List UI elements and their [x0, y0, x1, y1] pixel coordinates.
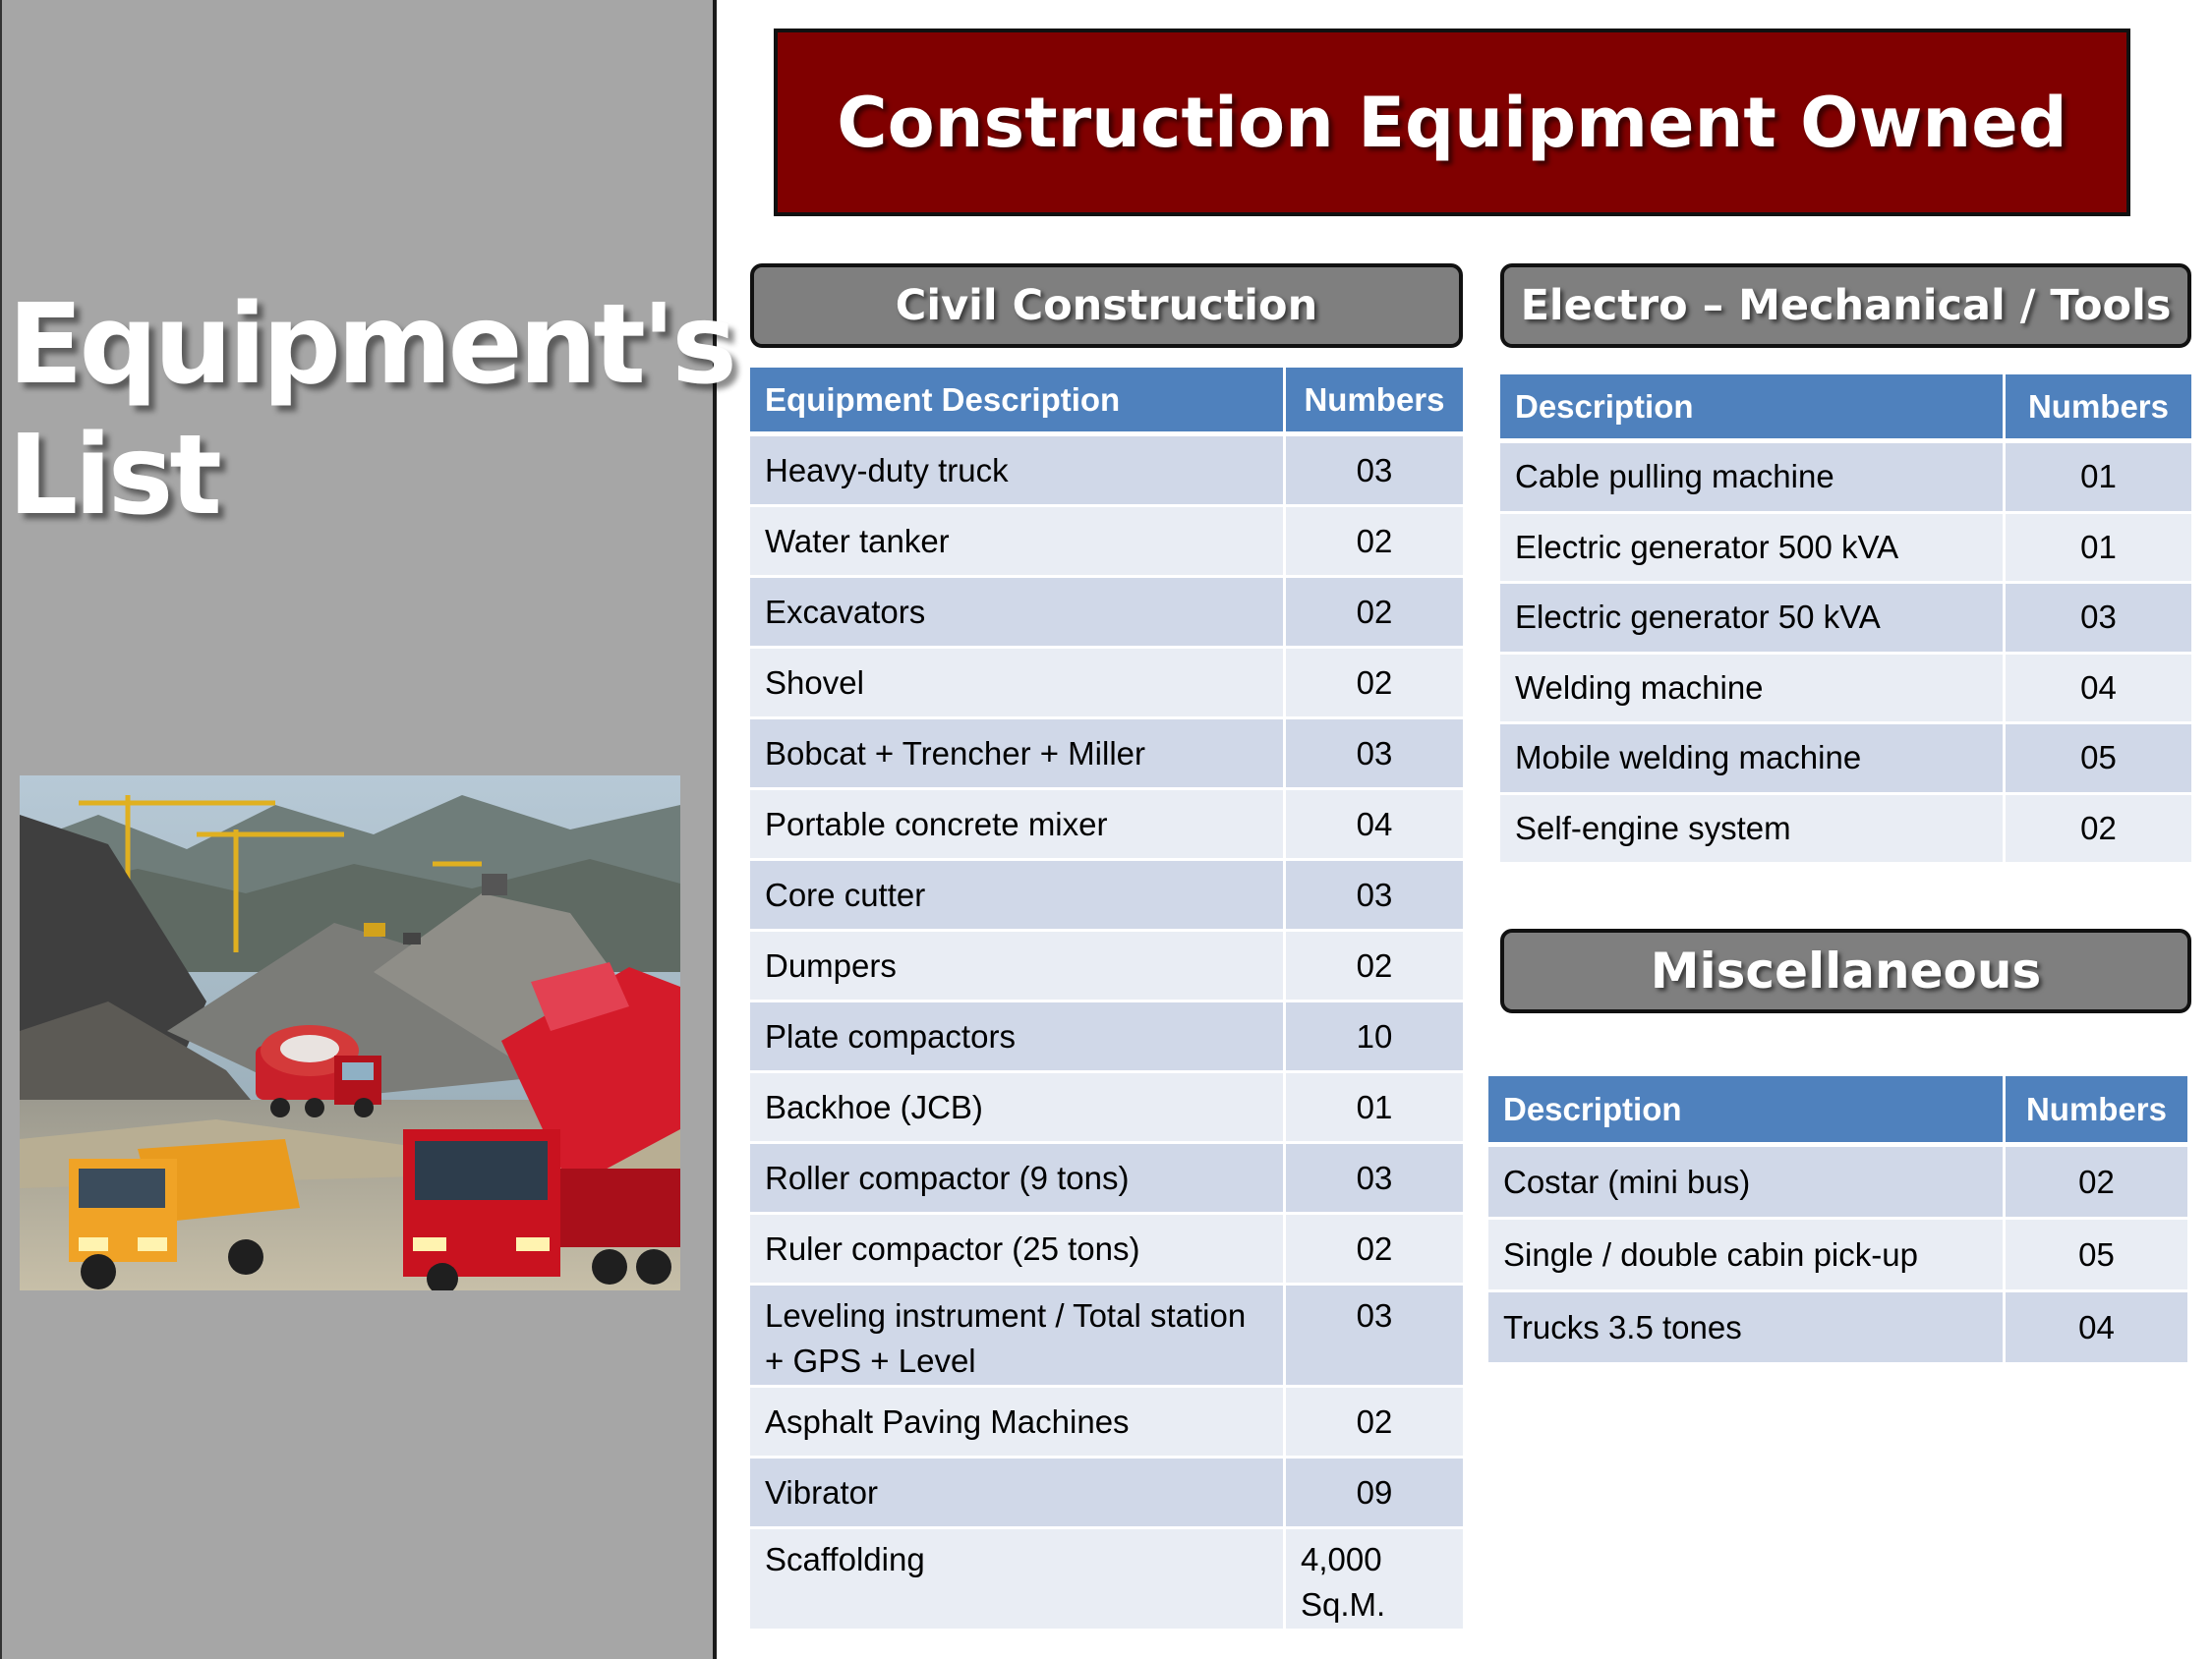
table-row — [750, 861, 1463, 932]
cell-description: Ruler compactor (25 tons) — [750, 1215, 1286, 1286]
table-header-row — [750, 368, 1463, 436]
cell-number: 02 — [1286, 1215, 1463, 1286]
cell-number: 04 — [2006, 1292, 2187, 1365]
table-row — [750, 1144, 1463, 1215]
table-row — [1500, 443, 2191, 514]
column-header-numbers: Numbers — [2006, 374, 2191, 443]
sidebar-panel — [0, 0, 733, 1659]
miscellaneous-table — [1488, 1076, 2187, 1365]
column-header-description: Equipment Description — [750, 368, 1286, 436]
cell-description: Electric generator 500 kVA — [1500, 514, 2006, 585]
cell-number: 09 — [1286, 1459, 1463, 1529]
cell-number: 04 — [1286, 790, 1463, 861]
table-row — [750, 1073, 1463, 1144]
cell-number: 04 — [2006, 655, 2191, 725]
column-header-numbers: Numbers — [1286, 368, 1463, 436]
column-header-numbers: Numbers — [2006, 1076, 2187, 1147]
cell-description: Welding machine — [1500, 655, 2006, 725]
cell-number: 03 — [1286, 1144, 1463, 1215]
section-header-civil — [750, 263, 1463, 348]
cell-number: 05 — [2006, 1220, 2187, 1292]
cell-number: 05 — [2006, 724, 2191, 795]
section-title-civil: Civil Construction — [895, 281, 1318, 330]
table-row — [750, 1388, 1463, 1459]
cell-number: 03 — [1286, 719, 1463, 790]
cell-number: 02 — [1286, 507, 1463, 578]
table-row — [750, 507, 1463, 578]
page-title-banner — [774, 29, 2130, 216]
sidebar-title — [8, 280, 733, 542]
table-row — [750, 1459, 1463, 1529]
cell-number: 03 — [1286, 436, 1463, 507]
cell-description: Asphalt Paving Machines — [750, 1388, 1286, 1459]
table-row — [1488, 1292, 2187, 1365]
cell-description: Self-engine system — [1500, 795, 2006, 866]
cell-description: Scaffolding — [750, 1529, 1286, 1631]
cell-number: 03 — [1286, 1286, 1463, 1388]
cell-description: Electric generator 50 kVA — [1500, 584, 2006, 655]
cell-number: 02 — [1286, 1388, 1463, 1459]
cell-description: Excavators — [750, 578, 1286, 649]
page-title: Construction Equipment Owned — [837, 82, 2067, 163]
cell-description: Cable pulling machine — [1500, 443, 2006, 514]
cell-description: Water tanker — [750, 507, 1286, 578]
cell-number: 01 — [2006, 514, 2191, 585]
table-row — [750, 436, 1463, 507]
table-row — [750, 932, 1463, 1002]
civil-equipment-table — [750, 368, 1463, 1631]
cell-number: 01 — [2006, 443, 2191, 514]
cell-number: 03 — [2006, 584, 2191, 655]
cell-number: 02 — [2006, 795, 2191, 866]
table-row — [750, 649, 1463, 719]
column-header-description: Description — [1488, 1076, 2006, 1147]
cell-description: Single / double cabin pick-up — [1488, 1220, 2006, 1292]
cell-description: Portable concrete mixer — [750, 790, 1286, 861]
section-header-electro — [1500, 263, 2191, 348]
table-header-row — [1500, 374, 2191, 443]
table-row — [750, 1002, 1463, 1073]
section-header-misc — [1500, 929, 2191, 1013]
cell-description: Mobile welding machine — [1500, 724, 2006, 795]
cell-number: 4,000 Sq.M. — [1286, 1529, 1463, 1631]
cell-description: Heavy-duty truck — [750, 436, 1286, 507]
table-row — [750, 1286, 1463, 1388]
table-row — [1500, 655, 2191, 725]
table-row — [1500, 724, 2191, 795]
table-row — [1500, 514, 2191, 585]
column-header-description: Description — [1500, 374, 2006, 443]
cell-description: Costar (mini bus) — [1488, 1147, 2006, 1220]
construction-site-photo — [20, 775, 680, 1290]
cell-description: Plate compactors — [750, 1002, 1286, 1073]
cell-number: 02 — [1286, 649, 1463, 719]
sidebar-title-line2: List — [8, 412, 218, 540]
cell-description: Backhoe (JCB) — [750, 1073, 1286, 1144]
table-header-row — [1488, 1076, 2187, 1147]
cell-description: Vibrator — [750, 1459, 1286, 1529]
table-row — [1488, 1220, 2187, 1292]
cell-description: Dumpers — [750, 932, 1286, 1002]
cell-description: Roller compactor (9 tons) — [750, 1144, 1286, 1215]
table-row — [750, 1215, 1463, 1286]
section-title-electro: Electro – Mechanical / Tools — [1520, 281, 2172, 330]
table-row — [1500, 795, 2191, 866]
cell-description: Trucks 3.5 tones — [1488, 1292, 2006, 1365]
electro-mechanical-table — [1500, 374, 2191, 865]
cell-description: Bobcat + Trencher + Miller — [750, 719, 1286, 790]
cell-number: 02 — [2006, 1147, 2187, 1220]
cell-number: 03 — [1286, 861, 1463, 932]
table-row — [750, 790, 1463, 861]
table-row — [750, 719, 1463, 790]
table-row — [1500, 584, 2191, 655]
cell-description: Leveling instrument / Total station + GPS + Level — [750, 1286, 1286, 1388]
table-row — [750, 1529, 1463, 1631]
cell-number: 10 — [1286, 1002, 1463, 1073]
cell-number: 02 — [1286, 932, 1463, 1002]
cell-description: Core cutter — [750, 861, 1286, 932]
section-title-misc: Miscellaneous — [1650, 943, 2042, 1000]
cell-number: 02 — [1286, 578, 1463, 649]
cell-number: 01 — [1286, 1073, 1463, 1144]
table-row — [1488, 1147, 2187, 1220]
cell-description: Shovel — [750, 649, 1286, 719]
sidebar-title-line1: Equipment's — [8, 281, 733, 409]
table-row — [750, 578, 1463, 649]
